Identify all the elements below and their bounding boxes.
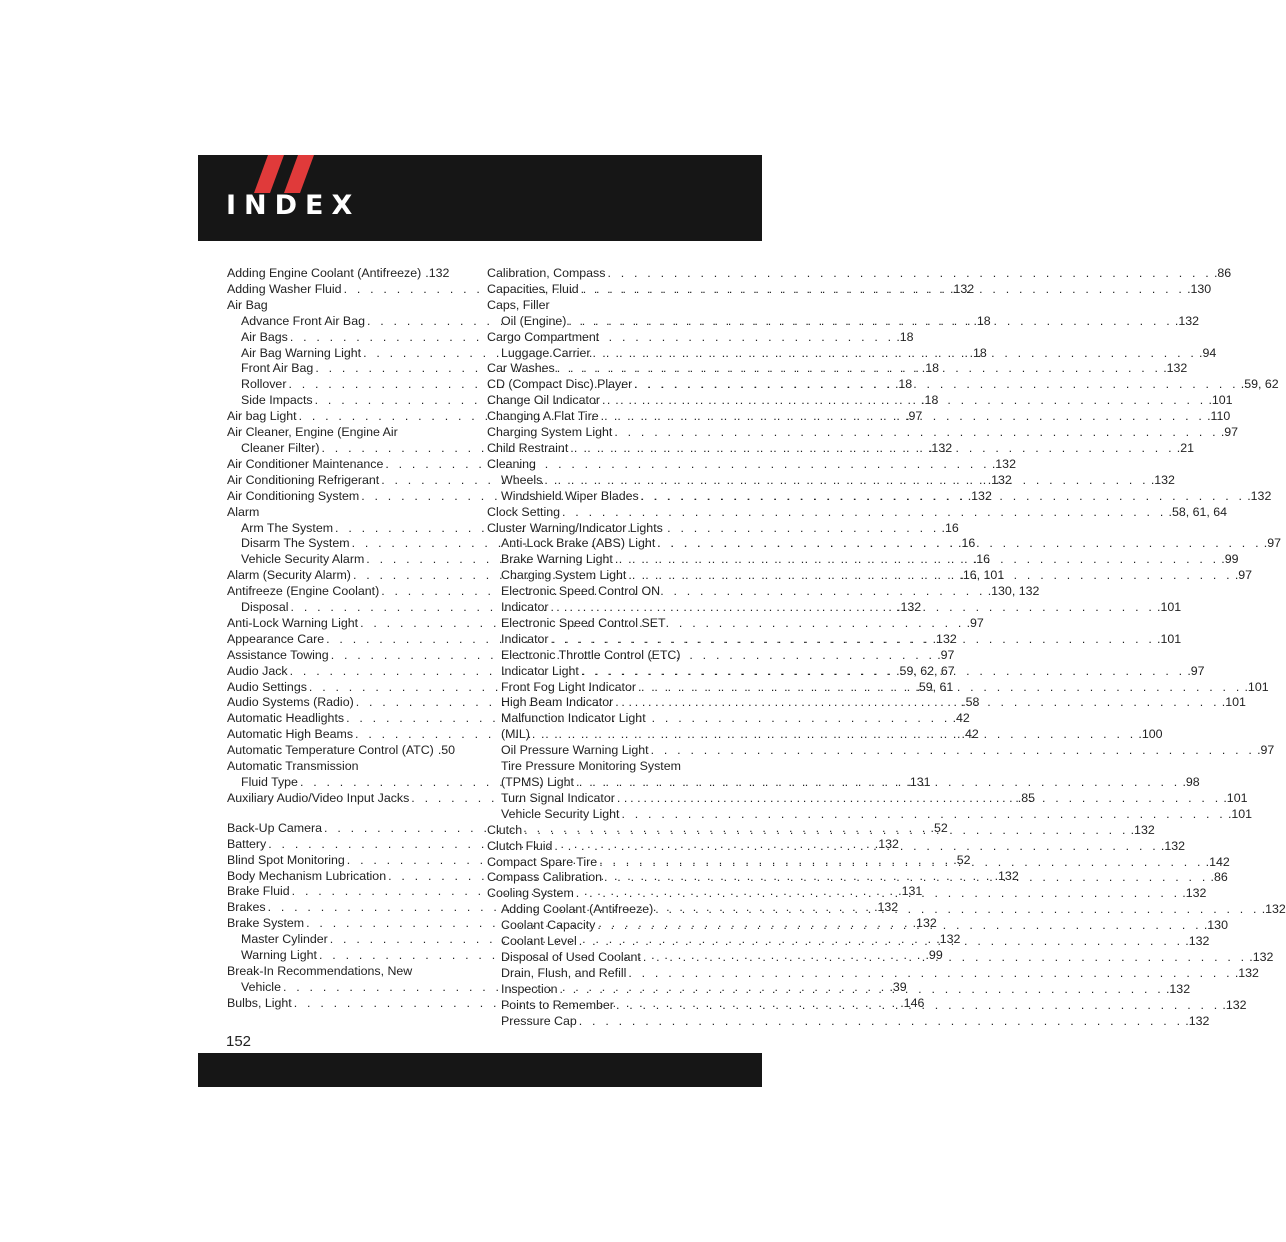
index-term: Adding Coolant (Antifreeze) xyxy=(501,902,654,917)
page-title: INDEX xyxy=(226,190,361,221)
index-term: Front Fog Light Indicator xyxy=(501,679,636,694)
dot-leader xyxy=(655,902,1259,918)
dot-leader xyxy=(593,346,1197,362)
index-entry[interactable] xyxy=(487,743,1275,759)
index-term: Battery xyxy=(227,836,267,851)
page-reference[interactable]: .131 xyxy=(898,884,923,899)
page-reference[interactable]: .132 xyxy=(425,266,450,280)
index-entry[interactable] xyxy=(487,838,1186,855)
index-term: Auxiliary Audio/Video Input Jacks xyxy=(227,790,410,805)
index-subheading: Tire Pressure Monitoring System xyxy=(501,759,681,774)
dot-leader xyxy=(581,282,1185,298)
index-heading: Air Cleaner, Engine (Engine Air xyxy=(227,425,398,440)
index-term: Appearance Care xyxy=(227,631,325,646)
dot-leader xyxy=(614,425,1218,441)
index-term: Master Cylinder xyxy=(241,932,328,947)
dot-leader xyxy=(602,393,1206,409)
page-reference[interactable]: .132 xyxy=(897,600,922,615)
page-reference[interactable]: .132 xyxy=(932,631,957,646)
dot-leader xyxy=(544,473,1148,489)
page-reference[interactable]: .97 xyxy=(966,615,984,630)
dot-leader xyxy=(641,489,1245,505)
index-term: Oil (Engine) xyxy=(501,313,567,328)
index-term: Front Air Bag xyxy=(241,361,314,376)
page-reference[interactable]: .101 xyxy=(1244,679,1269,694)
dot-leader xyxy=(524,820,1128,839)
dot-leader xyxy=(579,934,1183,950)
index-term: Rollover xyxy=(241,377,287,392)
page-reference[interactable]: .16 xyxy=(972,552,990,567)
index-term: Anti-Lock Warning Light xyxy=(227,615,359,630)
index-term: Clock Setting xyxy=(487,504,561,519)
page-reference[interactable]: .132 xyxy=(1222,997,1247,1012)
index-term: Indicator xyxy=(501,600,549,615)
page-reference[interactable]: .97 xyxy=(937,647,955,662)
index-term: Alarm (Security Alarm) xyxy=(227,568,351,583)
index-entry[interactable] xyxy=(487,504,1228,521)
dot-leader xyxy=(570,441,1174,457)
dot-leader xyxy=(597,918,1201,934)
index-term: Clutch xyxy=(487,822,523,837)
index-term: Back-Up Camera xyxy=(227,820,323,835)
page-reference[interactable]: .16, 101 xyxy=(959,568,1005,583)
page-reference[interactable]: .94 xyxy=(1199,345,1217,360)
index-heading: Cargo Compartment xyxy=(487,329,600,344)
page-reference[interactable]: .132 xyxy=(994,868,1019,883)
dot-leader xyxy=(551,632,1155,648)
page-reference[interactable]: .52 xyxy=(930,820,948,835)
page-reference[interactable]: .132 xyxy=(874,900,899,915)
index-term: Disposal xyxy=(241,600,289,615)
page-reference[interactable]: .52 xyxy=(953,852,971,867)
page-reference[interactable]: .86 xyxy=(1210,870,1228,885)
page-reference[interactable]: .97 xyxy=(1220,425,1239,440)
index-term: Adding Engine Coolant (Antifreeze) xyxy=(227,266,422,280)
page-reference[interactable]: .132 xyxy=(1130,822,1155,837)
index-term: Calibration, Compass xyxy=(487,266,606,280)
index-entry[interactable] xyxy=(487,965,1259,982)
dot-leader xyxy=(599,852,1203,871)
page-reference[interactable]: .86 xyxy=(1213,266,1232,280)
index-term: Vehicle Security Alarm xyxy=(241,552,365,567)
page-reference[interactable]: .97 xyxy=(1187,663,1205,678)
index-term: Coolant Level xyxy=(501,934,577,949)
page-reference[interactable]: .101 xyxy=(1208,393,1233,408)
page-reference[interactable]: .58 xyxy=(962,695,980,710)
page-reference[interactable]: .18 xyxy=(921,393,939,408)
index-term: Indicator Light xyxy=(501,663,579,678)
dot-leader xyxy=(576,775,1180,791)
page-reference[interactable]: .142 xyxy=(1205,854,1230,869)
index-entry[interactable] xyxy=(487,472,1175,489)
index-term: Adding Washer Fluid xyxy=(227,281,342,296)
index-subheading: Electronic Speed Control SET xyxy=(501,615,666,630)
index-term: Vehicle Security Light xyxy=(501,806,620,821)
index-term: Disposal of Used Coolant xyxy=(501,949,641,964)
dot-leader xyxy=(628,966,1232,982)
index-term: Charging System Light xyxy=(487,425,613,440)
page-reference[interactable]: .101 xyxy=(1223,790,1248,805)
index-entry[interactable] xyxy=(487,425,1239,441)
index-term: Vehicle xyxy=(241,979,281,994)
dot-leader xyxy=(651,743,1255,759)
page-reference[interactable]: .16 xyxy=(958,536,976,551)
index-term: Air Conditioner Maintenance xyxy=(227,456,384,471)
page-reference[interactable]: .59, 62, 67 xyxy=(896,663,955,678)
index-heading: Automatic Transmission xyxy=(227,759,359,774)
index-term: Audio Systems (Radio) xyxy=(227,695,354,710)
index-term: Air Bags xyxy=(241,329,288,344)
index-heading: Break-In Recommendations, New xyxy=(227,963,413,978)
page-reference[interactable]: .50 xyxy=(437,743,456,758)
index-term: Audio Settings xyxy=(227,679,307,694)
page-reference[interactable]: .132 xyxy=(927,440,953,455)
index-heading: Cleaning xyxy=(487,456,536,471)
page-reference[interactable]: .18 xyxy=(921,361,940,376)
index-term: Side Impacts xyxy=(241,393,313,408)
index-term: Automatic Temperature Control (ATC) xyxy=(227,743,434,758)
index-term: Luggage Carrier xyxy=(501,345,591,360)
page-reference[interactable]: .97 xyxy=(1263,536,1281,551)
dot-leader xyxy=(604,870,1208,886)
page-reference[interactable]: .18 xyxy=(896,329,914,344)
page-reference[interactable]: .110 xyxy=(1207,409,1231,424)
dot-leader xyxy=(638,680,1242,696)
page-reference[interactable]: .132 xyxy=(1261,902,1286,917)
index-entry[interactable] xyxy=(487,902,1286,918)
index-term: Automatic High Beams xyxy=(227,727,354,742)
index-term: Anti-Lock Brake (ABS) Light xyxy=(501,536,656,551)
page-reference[interactable]: .132 xyxy=(950,281,975,296)
page-reference[interactable]: .16 xyxy=(941,520,959,535)
page-reference[interactable]: .131 xyxy=(906,775,931,789)
page-reference[interactable]: .132 xyxy=(1160,838,1186,853)
page-reference[interactable]: .42 xyxy=(961,727,979,742)
page-reference[interactable]: .132 xyxy=(1234,965,1259,980)
index-term: Pressure Cap xyxy=(501,1013,577,1028)
index-term: (TPMS) Light xyxy=(501,775,574,789)
page-reference[interactable]: .101 xyxy=(1221,695,1246,710)
index-subheading: Malfunction Indicator Light xyxy=(501,711,646,726)
page-reference[interactable]: .59, 62 xyxy=(1240,377,1279,392)
page-reference[interactable]: .132 xyxy=(1185,1013,1210,1028)
index-entry[interactable] xyxy=(487,1013,1210,1030)
index-term: Antifreeze (Engine Coolant) xyxy=(227,584,380,599)
index-term: Disarm The System xyxy=(241,536,350,551)
index-term: Points to Remember xyxy=(501,997,614,1012)
index-term: Inspection xyxy=(501,981,558,996)
page-reference[interactable]: .132 xyxy=(1174,313,1200,328)
index-subheading: Electronic Speed Control ON xyxy=(501,584,661,599)
index-term: Clutch Fluid xyxy=(487,838,553,853)
index-term: Cleaner Filter) xyxy=(241,440,320,455)
page-reference[interactable]: .21 xyxy=(1176,440,1194,455)
index-term: Indicator xyxy=(501,631,549,646)
dot-leader xyxy=(628,568,1232,584)
page-reference[interactable]: .132 xyxy=(991,456,1016,471)
page-reference[interactable]: .59, 61 xyxy=(915,679,954,694)
page-reference[interactable]: .132 xyxy=(1185,934,1210,949)
page-reference[interactable]: .132 xyxy=(987,472,1012,487)
index-term: Body Mechanism Lubrication xyxy=(227,868,387,883)
dot-leader xyxy=(568,314,1172,330)
dot-leader xyxy=(579,1014,1183,1030)
page-reference[interactable]: .130 xyxy=(1187,281,1212,296)
page-reference[interactable]: .132 xyxy=(874,836,899,851)
page-reference[interactable]: .132 xyxy=(912,916,937,931)
dot-leader xyxy=(643,950,1247,966)
index-term: Charging System Light xyxy=(501,568,627,583)
page-reference[interactable]: .101 xyxy=(1157,600,1182,615)
index-heading: Caps, Filler xyxy=(487,297,550,312)
page-reference[interactable]: .42 xyxy=(952,711,970,726)
index-term: Automatic Headlights xyxy=(227,711,345,726)
dot-leader xyxy=(576,886,1180,902)
index-entry[interactable] xyxy=(487,806,1253,823)
index-term: Drain, Flush, and Refill xyxy=(501,965,627,980)
index-header-bar xyxy=(198,155,762,241)
dot-leader xyxy=(532,727,1136,743)
page-reference[interactable]: .130, 132 xyxy=(987,584,1040,599)
index-term: Changing A Flat Tire xyxy=(487,409,599,424)
index-term: Turn Signal Indicator xyxy=(501,790,615,805)
index-subheading: Electronic Throttle Control (ETC) xyxy=(501,647,681,662)
dot-leader xyxy=(615,552,1219,568)
dot-leader xyxy=(562,505,1166,521)
index-term: Cooling System xyxy=(487,886,574,901)
dot-leader xyxy=(621,807,1225,823)
index-term: Air Conditioning Refrigerant xyxy=(227,472,380,487)
index-term: Assistance Towing xyxy=(227,647,329,662)
index-term: High Beam Indicator xyxy=(501,695,614,710)
page-reference[interactable]: .130 xyxy=(1203,918,1228,933)
index-term: Brakes xyxy=(227,900,266,915)
section-gap xyxy=(227,807,445,821)
index-term: Child Restraint xyxy=(487,440,569,455)
index-term: Coolant Capacity xyxy=(501,918,596,933)
page-reference[interactable]: .18 xyxy=(973,313,991,328)
page-number: 152 xyxy=(226,1033,252,1050)
page-reference[interactable]: .97 xyxy=(1257,743,1275,758)
page-reference[interactable]: .132 xyxy=(1182,886,1207,901)
index-entry[interactable] xyxy=(487,266,1232,282)
page-reference[interactable]: .99 xyxy=(925,948,943,963)
index-term: Air bag Light xyxy=(227,409,297,424)
index-term: Audio Jack xyxy=(227,663,288,678)
index-entry[interactable] xyxy=(227,266,450,282)
page-reference[interactable]: .132 xyxy=(1247,488,1272,503)
index-heading: Air Bag xyxy=(227,297,268,312)
index-term: Brake Fluid xyxy=(227,884,290,899)
page-reference[interactable]: .101 xyxy=(1157,631,1182,646)
index-term: Windshield Wiper Blades xyxy=(501,488,639,503)
index-term: Wheels xyxy=(501,472,543,487)
page-reference[interactable]: .101 xyxy=(1227,806,1253,821)
index-term: (MIL) xyxy=(501,727,530,742)
dot-leader xyxy=(615,695,1219,711)
index-term: Air Bag Warning Light xyxy=(241,345,362,360)
page-reference[interactable]: .146 xyxy=(900,995,925,1010)
dot-leader xyxy=(616,995,1220,1014)
page-reference[interactable]: .132 xyxy=(1150,472,1175,487)
index-term: Compass Calibration xyxy=(487,870,603,885)
dot-leader xyxy=(551,600,1155,616)
index-term: Brake Warning Light xyxy=(501,552,613,567)
index-term: Advance Front Air Bag xyxy=(241,313,365,328)
index-term: Brake System xyxy=(227,916,305,931)
racing-stripes-logo xyxy=(254,155,316,193)
page-reference[interactable]: .132 xyxy=(967,488,992,503)
index-term: Capacities, Fluid xyxy=(487,281,579,296)
dot-leader xyxy=(634,377,1238,393)
dot-leader xyxy=(607,266,1211,282)
index-term: Arm The System xyxy=(241,520,334,535)
page-reference[interactable]: .132 xyxy=(1163,361,1188,376)
index-term: Car Washes xyxy=(487,361,555,376)
index-term: Fluid Type xyxy=(241,775,298,789)
footer-bar xyxy=(198,1053,762,1087)
index-entry[interactable] xyxy=(487,488,1272,505)
index-entry[interactable] xyxy=(227,743,456,759)
index-term: Blind Spot Monitoring xyxy=(227,852,345,867)
page-reference[interactable]: .132 xyxy=(1249,949,1274,964)
page-reference[interactable]: .98 xyxy=(1182,775,1200,789)
page-reference[interactable]: .18 xyxy=(894,377,913,392)
dot-leader xyxy=(581,664,1185,680)
index-term: Bulbs, Light xyxy=(227,995,292,1010)
page-reference[interactable]: .39 xyxy=(889,979,907,994)
index-term: Oil Pressure Warning Light xyxy=(501,743,649,758)
index-term: Warning Light xyxy=(241,948,317,963)
dot-leader xyxy=(657,536,1261,552)
page-reference[interactable]: .132 xyxy=(936,932,961,947)
page-reference[interactable]: .58, 61, 64 xyxy=(1168,504,1228,519)
index-term: Air Conditioning System xyxy=(227,488,360,503)
page-reference[interactable]: .97 xyxy=(1234,568,1253,583)
index-heading: Cluster Warning/Indicator Lights xyxy=(487,520,663,535)
dot-leader xyxy=(601,409,1205,425)
index-term: Change Oil Indicator xyxy=(487,393,600,408)
dot-leader xyxy=(554,836,1158,855)
page-reference[interactable]: .97 xyxy=(905,409,923,424)
page-reference[interactable]: .99 xyxy=(1221,552,1239,567)
dot-leader xyxy=(557,361,1161,377)
page-reference[interactable]: .18 xyxy=(969,345,987,360)
page-reference[interactable]: .85 xyxy=(1017,790,1036,805)
index-term: CD (Compact Disc) Player xyxy=(487,377,633,392)
index-heading: Alarm xyxy=(227,504,260,519)
dot-leader xyxy=(617,791,1221,807)
dot-leader xyxy=(559,979,1163,998)
index-term: Compact Spare Tire xyxy=(487,854,598,869)
page-reference[interactable]: .100 xyxy=(1138,727,1163,742)
page-reference[interactable]: .132 xyxy=(1165,981,1191,996)
index-entry[interactable] xyxy=(487,934,1210,950)
